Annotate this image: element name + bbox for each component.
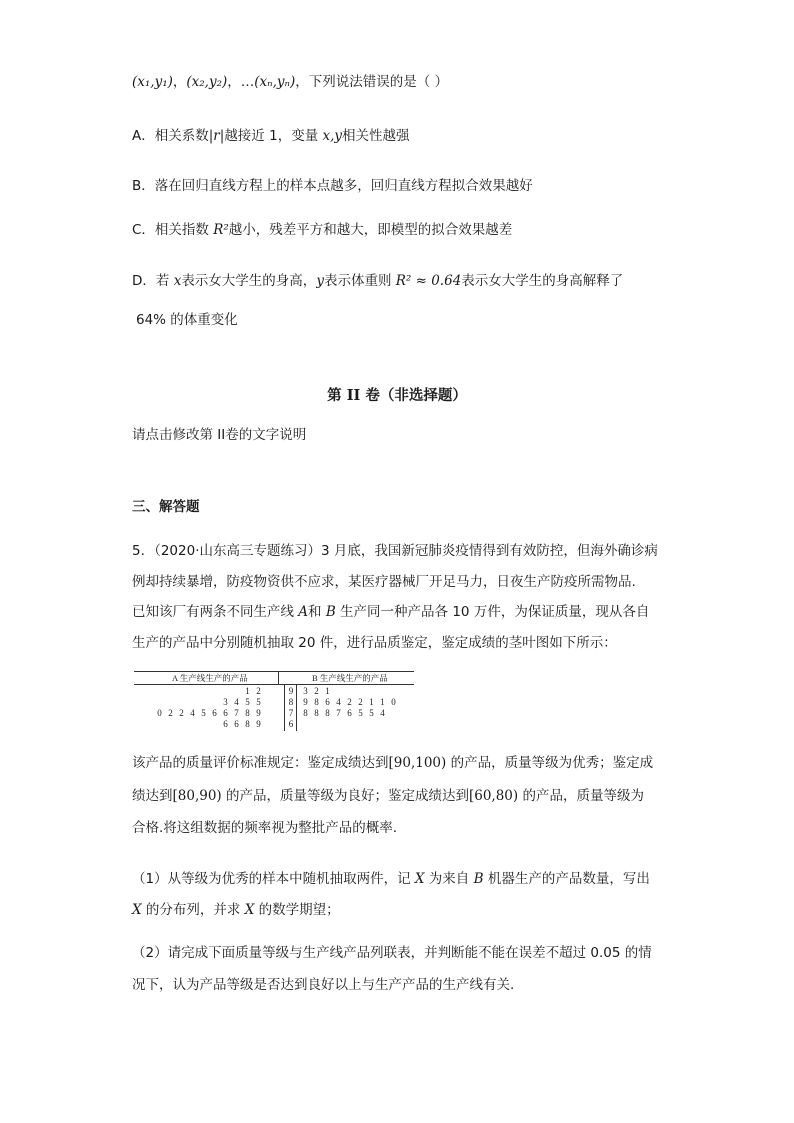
- b-leaves-row: [300, 708, 388, 719]
- a-leaves-row: [220, 719, 264, 730]
- part1-text: 为来自: [424, 871, 474, 887]
- line-a-symbol: A: [298, 604, 309, 620]
- a-header: A 生产线生产的产品: [172, 673, 248, 683]
- section-note: 请点击修改第 II卷的文字说明: [132, 427, 307, 443]
- a-leaves-row: [220, 697, 264, 708]
- a-leaves-row: [242, 686, 264, 697]
- separator: ，: [172, 74, 187, 90]
- abs-r-symbol: |r|: [208, 128, 225, 144]
- part-heading: 三、解答题: [132, 499, 200, 515]
- leaf: 8: [325, 708, 330, 718]
- option-a: [132, 126, 410, 146]
- leaf: 1: [325, 686, 330, 696]
- xy-symbol: x,y: [322, 128, 343, 144]
- section-title: 第 II 卷（非选择题）: [327, 387, 467, 404]
- leaf: 1: [245, 686, 250, 696]
- header-rule: [134, 684, 414, 685]
- part1-text: 的数学期望；: [254, 902, 340, 918]
- standard-line-2: [132, 786, 644, 806]
- q5-line-2: 例却持续暴增，防疫物资供不应求，某医疗器械厂开足马力，日夜生产防疫所需物品.: [132, 574, 636, 590]
- leaf: 6: [347, 708, 352, 718]
- b-leaves-row: [300, 686, 333, 697]
- a-leaves-row: [154, 708, 264, 719]
- option-d: [132, 271, 623, 291]
- option-c: [132, 220, 512, 240]
- leaf: 2: [314, 686, 319, 696]
- leaf: 8: [303, 708, 308, 718]
- option-c-text: 越小，残差平方和越大，即模型的拟合效果越差: [228, 222, 513, 238]
- x-symbol: x: [173, 273, 182, 289]
- leaf: 2: [358, 697, 363, 707]
- leaf: 6: [212, 708, 217, 718]
- q5-line-3: [132, 602, 649, 622]
- standard-text: 该产品的质量评价标准规定：鉴定成绩达到: [132, 755, 389, 771]
- line-b-symbol: B: [473, 871, 484, 887]
- standard-text: 绩达到: [132, 788, 173, 804]
- stem-divider-right: [296, 685, 297, 731]
- range-good: [80,90): [172, 788, 222, 804]
- r-squared-approx: R² ≈ 0.64: [395, 273, 462, 289]
- option-d-text: D．若: [132, 273, 174, 289]
- part1-line-1: [132, 869, 650, 889]
- x-variable: X: [414, 871, 425, 887]
- leaf: 5: [369, 708, 374, 718]
- leaf: 8: [245, 708, 250, 718]
- leaf: 2: [347, 697, 352, 707]
- leaf: 0: [157, 708, 162, 718]
- x-variable: X: [132, 902, 142, 918]
- leaf: 9: [256, 708, 261, 718]
- data-pair-1: (x₁,y₁): [132, 74, 173, 90]
- x-variable: X: [244, 902, 255, 918]
- option-d-text: 表示体重则: [323, 273, 396, 289]
- option-a-text: 相关性越强: [342, 128, 410, 144]
- leaf: 2: [179, 708, 184, 718]
- header-divider: [278, 671, 279, 685]
- b-leaves-row: [300, 697, 399, 708]
- leaf: 5: [245, 697, 250, 707]
- question-stem-tail: ，下列说法错误的是（ ）: [295, 74, 449, 90]
- standard-text: 的产品，质量等级为: [518, 788, 644, 804]
- leaf: 6: [223, 708, 228, 718]
- range-excellent: [90,100): [388, 755, 447, 771]
- leaf: 4: [336, 697, 341, 707]
- r-squared-symbol: R²: [213, 222, 229, 238]
- leaf: 6: [234, 719, 239, 729]
- stem-leaf-plot: [134, 671, 414, 731]
- option-intro-line: [132, 72, 448, 92]
- leaf: 1: [380, 697, 385, 707]
- standard-text: 的产品，质量等级为良好；鉴定成绩达到: [221, 788, 469, 804]
- leaf: 8: [245, 719, 250, 729]
- option-a-text: 越接近 1，变量: [224, 128, 323, 144]
- leaf: 0: [391, 697, 396, 707]
- standard-text: 的产品，质量等级为优秀；鉴定成: [446, 755, 654, 771]
- option-d-text: 表示女大学生的身高，: [181, 273, 317, 289]
- b-header: B 生产线生产的产品: [312, 673, 388, 683]
- stem-divider-left: [284, 685, 285, 731]
- leaf: 4: [190, 708, 195, 718]
- part1-text: 机器生产的产品数量，写出: [483, 871, 650, 887]
- q5-text: 生产同一种产品各 10 万件，为保证质量，现从各自: [335, 604, 650, 620]
- data-pair-2: (x₂,y₂): [186, 74, 228, 90]
- leaf: 7: [336, 708, 341, 718]
- leaf: 7: [234, 708, 239, 718]
- leaf: 5: [201, 708, 206, 718]
- leaf: 2: [256, 686, 261, 696]
- option-d-continuation: 64% 的体重变化: [136, 312, 238, 328]
- part2-line-2: 况下，认为产品等级是否达到良好以上与生产产品的生产线有关.: [132, 977, 515, 993]
- leaf: 5: [256, 697, 261, 707]
- option-b: B．落在回归直线方程上的样本点越多，回归直线方程拟合效果越好: [132, 178, 533, 194]
- leaf: 1: [369, 697, 374, 707]
- q5-text: 和: [308, 604, 326, 620]
- option-c-text: C．相关指数: [132, 222, 214, 238]
- part1-text: 的分布列，并求: [141, 902, 245, 918]
- leaf: 6: [223, 719, 228, 729]
- q5-text: 已知该厂有两条不同生产线: [132, 604, 299, 620]
- option-a-text: A．相关系数: [132, 128, 209, 144]
- leaf: 3: [303, 686, 308, 696]
- leaf: 2: [168, 708, 173, 718]
- leaf: 6: [325, 697, 330, 707]
- standard-line-3: 合格.将这组数据的频率视为整批产品的概率.: [132, 820, 398, 836]
- leaf: 4: [380, 708, 385, 718]
- leaf: 8: [314, 697, 319, 707]
- stem: 7: [288, 708, 294, 718]
- stem: 8: [288, 697, 294, 707]
- leaf: 8: [314, 708, 319, 718]
- leaf: 4: [234, 697, 239, 707]
- separator: ，…: [227, 74, 255, 90]
- range-pass: [60,80): [468, 788, 519, 804]
- option-d-text: 表示女大学生的身高解释了: [461, 273, 624, 289]
- leaf: 9: [256, 719, 261, 729]
- q5-line-1: 5．（2020·山东高三专题练习）3 月底，我国新冠肺炎疫情得到有效防控，但海外确诊病: [132, 543, 658, 559]
- leaf: 5: [358, 708, 363, 718]
- part1-line-2: [132, 900, 340, 920]
- q5-line-4: 生产的产品中分别随机抽取 20 件，进行品质鉴定，鉴定成绩的茎叶图如下所示：: [132, 635, 617, 651]
- data-pair-n: (xₙ,yₙ): [254, 74, 296, 90]
- standard-line-1: [132, 753, 653, 773]
- leaf: 3: [223, 697, 228, 707]
- leaf: 9: [303, 697, 308, 707]
- line-b-symbol: B: [325, 604, 336, 620]
- part1-text: （1）从等级为优秀的样本中随机抽取两件，记: [132, 871, 415, 887]
- y-symbol: y: [316, 273, 324, 289]
- stem: 9: [288, 686, 294, 696]
- stem: 6: [288, 719, 294, 729]
- part2-line-1: （2）请完成下面质量等级与生产线产品列联表，并判断能不能在误差不超过 0.05 的情: [132, 945, 652, 961]
